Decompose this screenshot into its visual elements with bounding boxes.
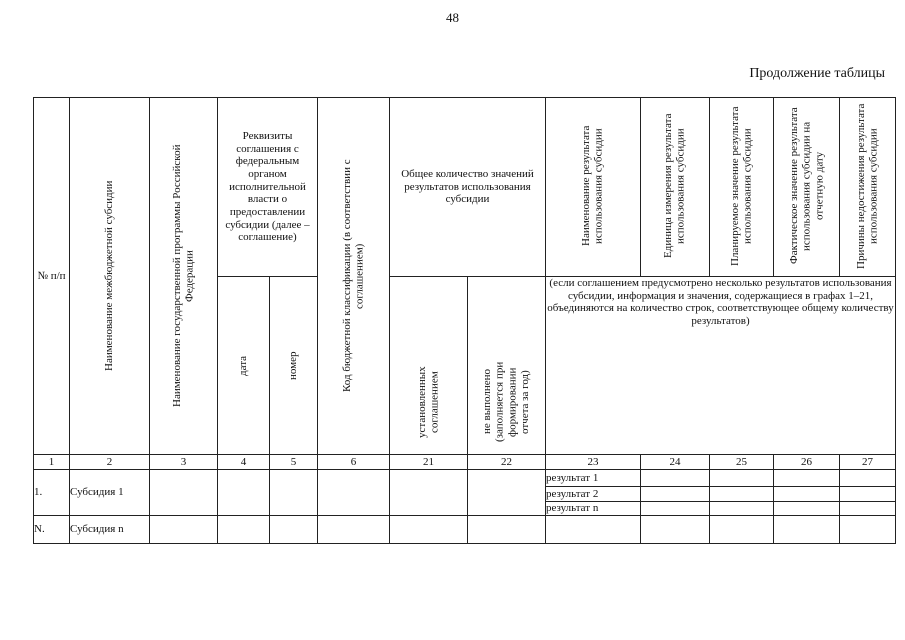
header-agreement-details: Реквизиты соглашения с федеральным органом исполнительной власти о предоставлении субсидии (далее – соглашение) <box>218 98 318 277</box>
header-row-number: № п/п <box>34 98 70 455</box>
header-result-name: Наименование результата использования субсидии <box>546 98 641 277</box>
header-planned-value: Планируемое значение результата использования субсидии <box>710 98 774 277</box>
header-actual-value: Фактическое значение результата использования субсидии на отчетную дату <box>774 98 840 277</box>
column-number: 26 <box>774 455 840 470</box>
column-number: 23 <box>546 455 641 470</box>
header-state-program: Наименование государственной программы Российской Федерации <box>150 98 218 455</box>
result-name: результат n <box>546 502 641 516</box>
page-number: 48 <box>446 10 459 25</box>
column-number: 24 <box>641 455 710 470</box>
subsidy-name: Субсидия n <box>70 515 150 543</box>
column-number: 5 <box>270 455 318 470</box>
header-number: номер <box>270 277 318 455</box>
table-row <box>34 515 896 543</box>
header-budget-code: Код бюджетной классификации (в соответствии с соглашением) <box>318 98 390 455</box>
column-number: 25 <box>710 455 774 470</box>
header-unit: Единица измерения результата использования субсидии <box>641 98 710 277</box>
row-number: N. <box>34 515 70 543</box>
column-number: 3 <box>150 455 218 470</box>
header-failure-reasons: Причины недостижения результата использования субсидии <box>840 98 896 277</box>
column-number: 22 <box>468 455 546 470</box>
column-number: 4 <box>218 455 270 470</box>
column-number: 1 <box>34 455 70 470</box>
header-not-fulfilled: не выполнено (заполняется при формировании отчета за год) <box>468 277 546 455</box>
column-numbers-row <box>34 455 896 470</box>
result-name: результат 2 <box>546 487 641 502</box>
subsidy-report-table <box>33 97 896 544</box>
result-name: результат 1 <box>546 470 641 487</box>
column-number: 27 <box>840 455 896 470</box>
table-continued-label: Продолжение таблицы <box>749 66 885 81</box>
column-number: 6 <box>318 455 390 470</box>
header-results-count: Общее количество значений результатов использования субсидии <box>390 98 546 277</box>
header-note: (если соглашением предусмотрено несколько результатов использования субсидии, информация и значения, содержащиеся в графах 1–21, объединяются на количество строк, соответствующее общему количеству результатов) <box>546 277 896 455</box>
header-date: дата <box>218 277 270 455</box>
column-number: 21 <box>390 455 468 470</box>
table-row <box>34 470 896 487</box>
row-number: 1. <box>34 470 70 516</box>
subsidy-name: Субсидия 1 <box>70 470 150 516</box>
header-subsidy-name: Наименование межбюджетной субсидии <box>70 98 150 455</box>
header-established: установленных соглашением <box>390 277 468 455</box>
column-number: 2 <box>70 455 150 470</box>
